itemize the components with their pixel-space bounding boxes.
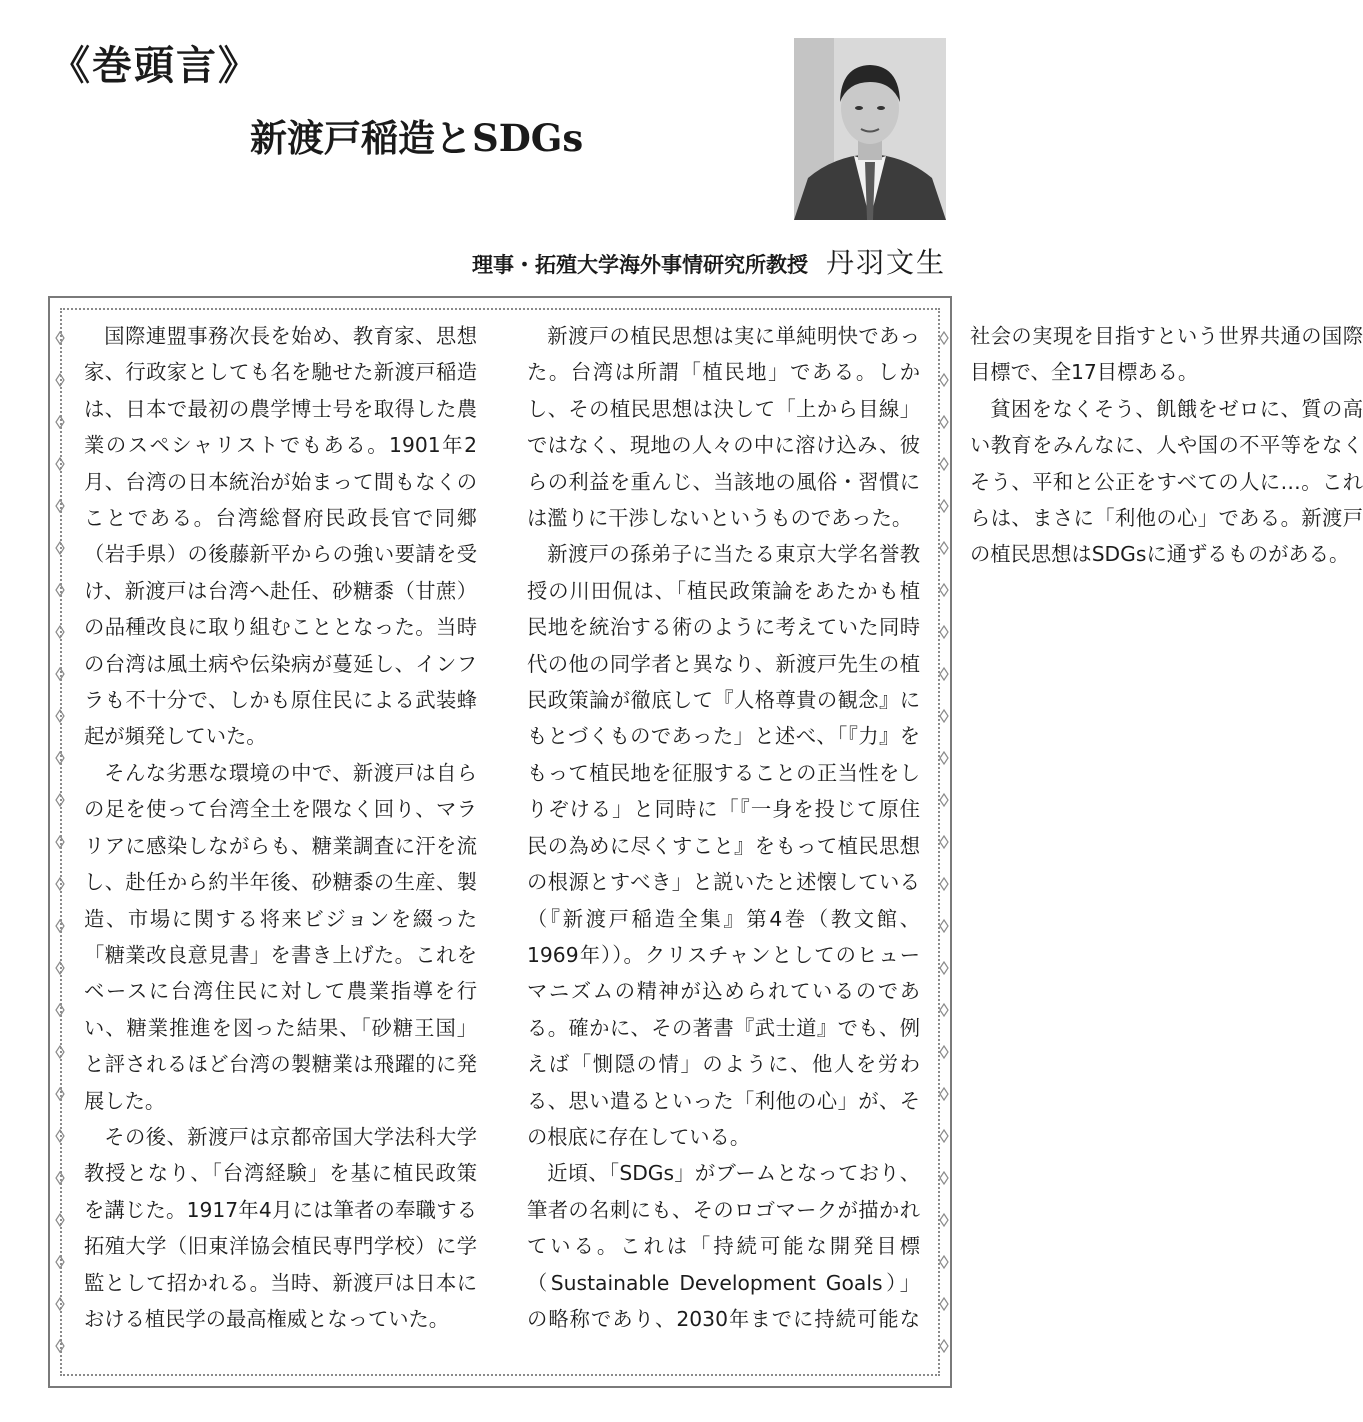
ornament-diamond (940, 1088, 948, 1100)
ornament-diamond (56, 542, 64, 554)
paragraph: そんな劣悪な環境の中で、新渡戸は自らの足を使って台湾全土を隈なく回り、マラリアに感染しながらも、糖業調査に汗を流し、赴任から約半年後、砂糖黍の生産、製造、市場に関する将来ビジョンを綴った「糖業改良意見書」を書き上げた。これをベースに台湾住民に対して農業指導を行い、糖業推進を図った結果、「砂糖王国」と評されるほど台湾の製糖業は飛躍的に発展した。 (84, 760, 477, 1113)
ornament-diamond (56, 374, 64, 386)
ornament-diamond (940, 1004, 948, 1016)
ornament-diamond (940, 752, 948, 764)
ornament-diamond (940, 920, 948, 932)
ornament-diamond (56, 794, 64, 806)
ornament-diamond (56, 1046, 64, 1058)
ornament-diamond (940, 962, 948, 974)
author-portrait (794, 38, 946, 220)
ornament-diamond (940, 416, 948, 428)
ornament-diamond (940, 332, 948, 344)
ornament-diamond (940, 458, 948, 470)
ornament-diamond (940, 626, 948, 638)
ornament-diamond (56, 878, 64, 890)
ornament-diamond (56, 332, 64, 344)
paragraph: 新渡戸の植民思想は実に単純明快であった。台湾は所謂「植民地」である。しかし、その植民思想は決して「上から目線」ではなく、現地の人々の中に溶け込み、彼らの利益を重んじ、当該地の風俗・習慣には濫りに干渉しないというものであった。 (527, 324, 920, 531)
ornament-diamond (940, 500, 948, 512)
ornament-diamond (56, 626, 64, 638)
ornament-diamond (56, 500, 64, 512)
ornament-diamond (940, 1130, 948, 1142)
ornament-diamond (940, 1172, 948, 1184)
ornament-diamond (940, 1340, 948, 1352)
ornament-diamond (56, 1256, 64, 1268)
article-body (84, 318, 1363, 1378)
article-title: 新渡戸稲造とSDGs (250, 116, 584, 160)
ornament-diamond (56, 836, 64, 848)
ornament-diamond (56, 1130, 64, 1142)
ornament-diamond (56, 1004, 64, 1016)
ornament-diamond (940, 1298, 948, 1310)
ornament-diamond (940, 836, 948, 848)
ornament-diamond (940, 878, 948, 890)
ornament-diamond (56, 416, 64, 428)
ornament-diamond (940, 710, 948, 722)
ornament-diamond (56, 752, 64, 764)
ornament-diamond (56, 962, 64, 974)
paragraph: その後、新渡戸は京都帝国大学法科大学教授となり、「台湾経験」を基に植民政策を講じた。1917年4月には筆者の奉職する拓殖大学（旧東洋協会植民専門学校）に学監として招かれる。当時、新渡戸は日本における植民学の最高権威となっていた。 (84, 1124, 477, 1331)
ornament-diamond (940, 1214, 948, 1226)
section-label: 《巻頭言》 (50, 42, 260, 89)
paragraph: 貧困をなくそう、飢餓をゼロに、質の高い教育をみんなに、人や国の不平等をなくそう、平和と公正をすべての人に…。これらは、まさに「利他の心」である。新渡戸の植民思想はSDGsに通ずるものがある。 (970, 396, 1363, 567)
ornament-diamond (56, 458, 64, 470)
author-name: 丹羽文生 (825, 246, 946, 279)
paragraph: 近頃、「SDGs」がブームとなっており、筆者の名刺にも、そのロゴマークが描かれている。これは「持続可能な開発目標（Sustainable Development Goals）」の略称であり、2030年までに持続可能な社会の実現を目指すという世界共通の国際目標で、全17目標ある。 (527, 324, 1363, 1331)
ornament-diamond (940, 374, 948, 386)
ornament-diamond (56, 1298, 64, 1310)
paragraph: 国際連盟事務次長を始め、教育家、思想家、行政家としても名を馳せた新渡戸稲造は、日本で最初の農学博士号を取得した農業のスペシャリストでもある。1901年2月、台湾の日本統治が始まって間もなくのことである。台湾総督府民政長官で同郷（岩手県）の後藤新平からの強い要請を受け、新渡戸は台湾へ赴任、砂糖黍（甘蔗）の品種改良に取り組むこととなった。当時の台湾は風土病や伝染病が蔓延し、インフラも不十分で、しかも原住民による武装蜂起が頻発していた。 (84, 324, 477, 749)
ornament-diamond (940, 1256, 948, 1268)
ornament-diamond (56, 1340, 64, 1352)
byline (472, 241, 946, 281)
ornament-diamond (940, 542, 948, 554)
paragraph: 新渡戸の孫弟子に当たる東京大学名誉教授の川田侃は、「植民政策論をあたかも植民地を統治する術のように考えていた同時代の他の同学者と異なり、新渡戸先生の植民政策論が徹底して『人格尊貴の観念』にもとづくものであった」と述べ、「『力』をもって植民地を征服することの正当性をしりぞける」と同時に「『一身を投じて原住民の為めに尽くすこと』をもって植民思想の根源とすべき」と説いたと述懐している（『新渡戸稲造全集』第4巻（教文館、1969年））。クリスチャンとしてのヒューマニズムの精神が込められているのである。確かに、その著書『武士道』でも、例えば「惻隠の情」のように、他人を労わる、思い遣るといった「利他の心」が、その根底に存在している。 (527, 542, 920, 1149)
ornament-diamond (940, 584, 948, 596)
ornament-diamond (56, 1172, 64, 1184)
ornament-diamond (940, 668, 948, 680)
author-affiliation: 理事・拓殖大学海外事情研究所教授 (471, 253, 808, 277)
ornament-diamond (56, 584, 64, 596)
ornament-diamond (940, 1046, 948, 1058)
ornament-diamond (56, 1088, 64, 1100)
ornament-diamond (56, 710, 64, 722)
ornament-diamond (56, 1214, 64, 1226)
ornament-diamond (56, 920, 64, 932)
ornament-diamond (56, 668, 64, 680)
ornament-diamond (940, 794, 948, 806)
